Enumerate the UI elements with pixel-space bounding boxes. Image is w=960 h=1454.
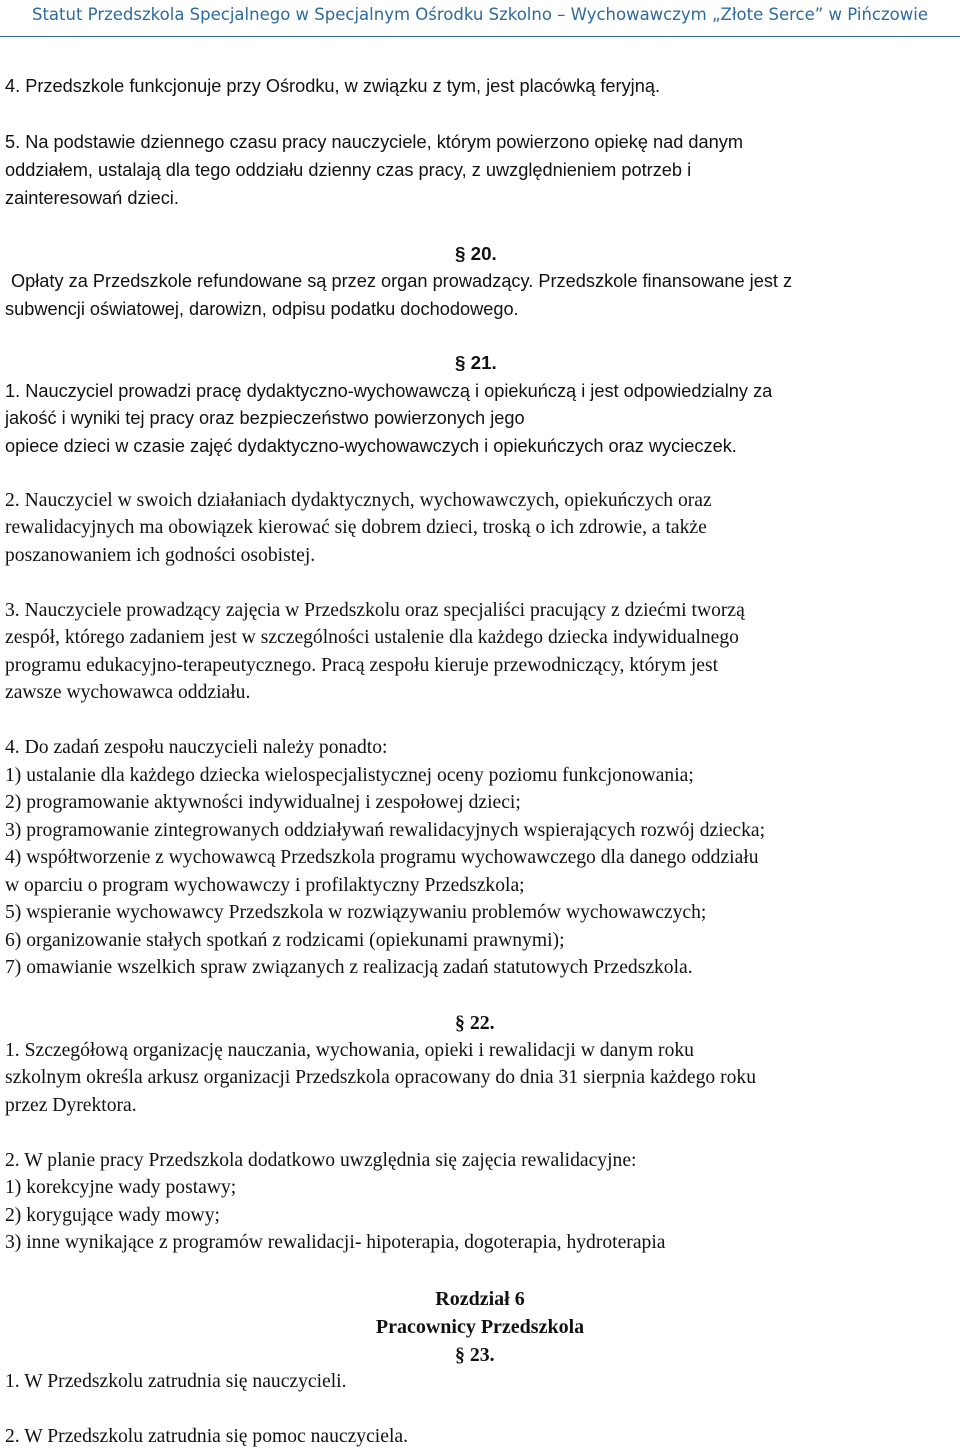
text-line: zawsze wychowawca oddziału. bbox=[5, 682, 251, 703]
text-line: w oparciu o program wychowawczy i profilaktyczny Przedszkola; bbox=[5, 875, 525, 896]
text-line: poszanowaniem ich godności osobistej. bbox=[5, 545, 316, 566]
text-line: 1) ustalanie dla każdego dziecka wielospecjalistycznej oceny poziomu funkcjonowania; bbox=[5, 765, 694, 786]
document-header: Statut Przedszkola Specjalnego w Specjalnym Ośrodku Szkolno – Wychowawczym „Złote Serce” w Pińczowie bbox=[31, 5, 928, 24]
text-line: 3) programowanie zintegrowanych oddziaływań rewalidacyjnych wspierających rozwój dziecka; bbox=[5, 820, 766, 841]
text-line: 7) omawianie wszelkich spraw związanych z realizacją zadań statutowych Przedszkola. bbox=[5, 957, 693, 978]
text-line: opiece dzieci w czasie zajęć dydaktyczno-wychowawczych i opiekuńczych oraz wycieczek. bbox=[5, 436, 737, 456]
section-number: § 23. bbox=[455, 1344, 495, 1366]
text-line: jakość i wyniki tej pracy oraz bezpieczeństwo powierzonych jego bbox=[5, 408, 525, 428]
text-line: 1. Szczegółową organizację nauczania, wychowania, opieki i rewalidacji w danym roku bbox=[5, 1040, 694, 1061]
chapter-subtitle: Pracownicy Przedszkola bbox=[375, 1316, 585, 1338]
text-line: 3) inne wynikające z programów rewalidacji- hipoterapia, dogoterapia, hydroterapia bbox=[5, 1232, 666, 1253]
text-line: rewalidacyjnych ma obowiązek kierować się dobrem dzieci, troską o ich zdrowie, a także bbox=[5, 517, 707, 538]
text-line: 2. W Przedszkolu zatrudnia się pomoc nauczyciela. bbox=[5, 1426, 408, 1447]
text-line: 1) korekcyjne wady postawy; bbox=[5, 1177, 237, 1198]
text-line: 5) wspieranie wychowawcy Przedszkola w rozwiązywaniu problemów wychowawczych; bbox=[5, 902, 707, 923]
text-line: zespół, którego zadaniem jest w szczególności ustalenie dla każdego dziecka indywidualnego bbox=[5, 627, 739, 648]
text-line: 4. Przedszkole funkcjonuje przy Ośrodku, w związku z tym, jest placówką feryjną. bbox=[5, 76, 661, 96]
text-line: 2. W planie pracy Przedszkola dodatkowo uwzględnia się zajęcia rewalidacyjne: bbox=[5, 1150, 637, 1171]
text-line: programu edukacyjno-terapeutycznego. Pracą zespołu kieruje przewodniczący, którym jest bbox=[5, 655, 719, 676]
header-rule bbox=[0, 36, 960, 37]
text-line: szkolnym określa arkusz organizacji Przedszkola opracowany do dnia 31 sierpnia każdego roku bbox=[5, 1067, 757, 1088]
text-line: przez Dyrektora. bbox=[5, 1095, 137, 1116]
text-line: 5. Na podstawie dziennego czasu pracy nauczyciele, którym powierzono opiekę nad danym bbox=[5, 132, 744, 152]
text-line: 1. W Przedszkolu zatrudnia się nauczycieli. bbox=[5, 1371, 347, 1392]
section-number: § 20. bbox=[455, 243, 497, 264]
text-line: oddziałem, ustalają dla tego oddziału dzienny czas pracy, z uwzględnieniem potrzeb i bbox=[5, 160, 692, 180]
text-line: 6) organizowanie stałych spotkań z rodzicami (opiekunami prawnymi); bbox=[5, 930, 565, 951]
chapter-title: Rozdział 6 bbox=[435, 1288, 525, 1310]
text-line: subwencji oświatowej, darowizn, odpisu podatku dochodowego. bbox=[5, 299, 519, 319]
section-number: § 21. bbox=[455, 352, 497, 373]
section-number: § 22. bbox=[455, 1012, 495, 1034]
text-line: 4) współtworzenie z wychowawcą Przedszkola programu wychowawczego dla danego oddziału bbox=[5, 847, 759, 868]
text-line: 1. Nauczyciel prowadzi pracę dydaktyczno-wychowawczą i opiekuńczą i jest odpowiedzialny za bbox=[5, 381, 773, 401]
text-line: 4. Do zadań zespołu nauczycieli należy ponadto: bbox=[5, 737, 388, 758]
text-line: 3. Nauczyciele prowadzący zajęcia w Przedszkolu oraz specjaliści pracujący z dziećmi tworzą bbox=[5, 600, 745, 621]
text-line: zainteresowań dzieci. bbox=[5, 188, 179, 208]
text-line: 2) korygujące wady mowy; bbox=[5, 1205, 220, 1226]
text-line: Opłaty za Przedszkole refundowane są przez organ prowadzący. Przedszkole finansowane jest z bbox=[11, 271, 793, 291]
text-line: 2) programowanie aktywności indywidualnej i zespołowej dzieci; bbox=[5, 792, 521, 813]
text-line: 2. Nauczyciel w swoich działaniach dydaktycznych, wychowawczych, opiekuńczych oraz bbox=[5, 490, 712, 511]
